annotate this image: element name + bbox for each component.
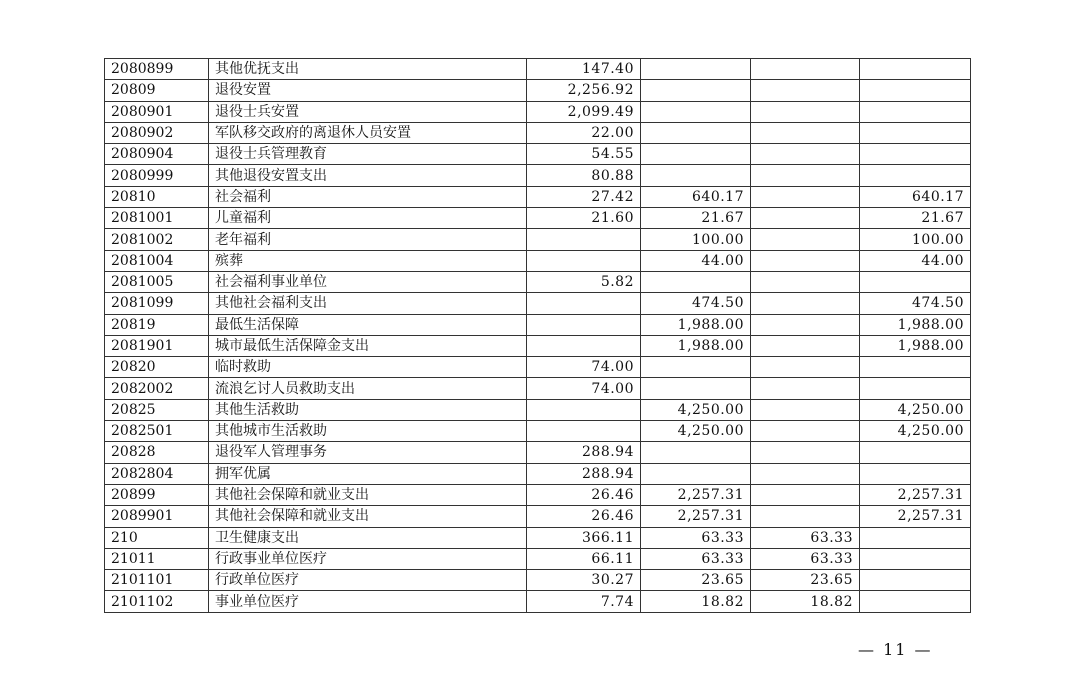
subject-code-cell: 20825 bbox=[105, 399, 209, 420]
table-row bbox=[105, 144, 971, 165]
subject-name-cell: 其他优抚支出 bbox=[209, 59, 527, 80]
amount-col3-cell: 23.65 bbox=[751, 570, 860, 591]
amount-col1-cell bbox=[527, 335, 641, 356]
amount-col3-cell bbox=[751, 421, 860, 442]
amount-col2-cell: 1,988.00 bbox=[641, 314, 751, 335]
subject-code-cell: 2080904 bbox=[105, 144, 209, 165]
amount-col3-cell bbox=[751, 357, 860, 378]
amount-col1-cell: 54.55 bbox=[527, 144, 641, 165]
table-row bbox=[105, 101, 971, 122]
amount-col2-cell: 640.17 bbox=[641, 186, 751, 207]
subject-name-cell: 社会福利 bbox=[209, 186, 527, 207]
subject-name-cell: 其他社会保障和就业支出 bbox=[209, 484, 527, 505]
subject-code-cell: 2080899 bbox=[105, 59, 209, 80]
amount-col1-cell: 147.40 bbox=[527, 59, 641, 80]
amount-col2-cell bbox=[641, 463, 751, 484]
amount-col3-cell bbox=[751, 80, 860, 101]
table-row bbox=[105, 442, 971, 463]
amount-col3-cell bbox=[751, 271, 860, 292]
table-row bbox=[105, 208, 971, 229]
amount-col2-cell: 21.67 bbox=[641, 208, 751, 229]
amount-col1-cell: 288.94 bbox=[527, 463, 641, 484]
amount-col3-cell bbox=[751, 250, 860, 271]
amount-col1-cell: 27.42 bbox=[527, 186, 641, 207]
amount-col1-cell: 26.46 bbox=[527, 484, 641, 505]
amount-col1-cell: 2,256.92 bbox=[527, 80, 641, 101]
amount-col2-cell bbox=[641, 59, 751, 80]
amount-col4-cell bbox=[860, 378, 971, 399]
table-row bbox=[105, 378, 971, 399]
amount-col1-cell: 5.82 bbox=[527, 271, 641, 292]
subject-code-cell: 20810 bbox=[105, 186, 209, 207]
page-number: — 11 — bbox=[858, 640, 933, 659]
amount-col1-cell bbox=[527, 399, 641, 420]
amount-col4-cell bbox=[860, 463, 971, 484]
amount-col3-cell bbox=[751, 463, 860, 484]
amount-col4-cell: 4,250.00 bbox=[860, 421, 971, 442]
amount-col3-cell bbox=[751, 229, 860, 250]
table-row bbox=[105, 527, 971, 548]
subject-code-cell: 20819 bbox=[105, 314, 209, 335]
amount-col1-cell bbox=[527, 229, 641, 250]
table-body bbox=[105, 59, 971, 613]
budget-table bbox=[104, 58, 971, 613]
amount-col2-cell: 2,257.31 bbox=[641, 506, 751, 527]
amount-col2-cell bbox=[641, 122, 751, 143]
amount-col2-cell: 63.33 bbox=[641, 527, 751, 548]
amount-col2-cell: 63.33 bbox=[641, 548, 751, 569]
subject-code-cell: 2082002 bbox=[105, 378, 209, 399]
subject-code-cell: 21011 bbox=[105, 548, 209, 569]
amount-col1-cell: 366.11 bbox=[527, 527, 641, 548]
amount-col4-cell: 1,988.00 bbox=[860, 314, 971, 335]
amount-col1-cell: 74.00 bbox=[527, 378, 641, 399]
amount-col3-cell bbox=[751, 484, 860, 505]
amount-col2-cell bbox=[641, 357, 751, 378]
subject-name-cell: 殡葬 bbox=[209, 250, 527, 271]
table-row bbox=[105, 165, 971, 186]
subject-name-cell: 流浪乞讨人员救助支出 bbox=[209, 378, 527, 399]
amount-col1-cell bbox=[527, 314, 641, 335]
subject-name-cell: 城市最低生活保障金支出 bbox=[209, 335, 527, 356]
table-row bbox=[105, 250, 971, 271]
amount-col3-cell bbox=[751, 314, 860, 335]
table-row bbox=[105, 122, 971, 143]
amount-col3-cell bbox=[751, 101, 860, 122]
amount-col1-cell: 66.11 bbox=[527, 548, 641, 569]
amount-col1-cell: 30.27 bbox=[527, 570, 641, 591]
amount-col1-cell bbox=[527, 421, 641, 442]
amount-col3-cell bbox=[751, 399, 860, 420]
amount-col2-cell: 44.00 bbox=[641, 250, 751, 271]
subject-code-cell: 210 bbox=[105, 527, 209, 548]
amount-col2-cell bbox=[641, 80, 751, 101]
amount-col4-cell: 21.67 bbox=[860, 208, 971, 229]
subject-code-cell: 2081099 bbox=[105, 293, 209, 314]
subject-name-cell: 卫生健康支出 bbox=[209, 527, 527, 548]
amount-col4-cell bbox=[860, 591, 971, 612]
amount-col1-cell: 288.94 bbox=[527, 442, 641, 463]
table-row bbox=[105, 186, 971, 207]
amount-col2-cell bbox=[641, 101, 751, 122]
subject-code-cell: 20899 bbox=[105, 484, 209, 505]
amount-col2-cell: 23.65 bbox=[641, 570, 751, 591]
subject-name-cell: 最低生活保障 bbox=[209, 314, 527, 335]
amount-col4-cell: 2,257.31 bbox=[860, 484, 971, 505]
table-row bbox=[105, 314, 971, 335]
subject-code-cell: 20820 bbox=[105, 357, 209, 378]
subject-name-cell: 退役士兵安置 bbox=[209, 101, 527, 122]
amount-col1-cell: 74.00 bbox=[527, 357, 641, 378]
amount-col3-cell bbox=[751, 186, 860, 207]
amount-col4-cell bbox=[860, 357, 971, 378]
table-row bbox=[105, 484, 971, 505]
amount-col4-cell: 2,257.31 bbox=[860, 506, 971, 527]
table-row bbox=[105, 59, 971, 80]
amount-col4-cell: 1,988.00 bbox=[860, 335, 971, 356]
amount-col3-cell: 63.33 bbox=[751, 548, 860, 569]
amount-col4-cell bbox=[860, 548, 971, 569]
amount-col2-cell: 474.50 bbox=[641, 293, 751, 314]
amount-col2-cell: 18.82 bbox=[641, 591, 751, 612]
amount-col4-cell: 474.50 bbox=[860, 293, 971, 314]
subject-code-cell: 20809 bbox=[105, 80, 209, 101]
amount-col3-cell bbox=[751, 335, 860, 356]
subject-code-cell: 2082804 bbox=[105, 463, 209, 484]
amount-col1-cell: 7.74 bbox=[527, 591, 641, 612]
table-row bbox=[105, 229, 971, 250]
table-row bbox=[105, 399, 971, 420]
amount-col1-cell: 21.60 bbox=[527, 208, 641, 229]
subject-code-cell: 2081001 bbox=[105, 208, 209, 229]
subject-name-cell: 行政单位医疗 bbox=[209, 570, 527, 591]
subject-name-cell: 退役安置 bbox=[209, 80, 527, 101]
subject-name-cell: 退役士兵管理教育 bbox=[209, 144, 527, 165]
amount-col3-cell bbox=[751, 59, 860, 80]
amount-col4-cell bbox=[860, 165, 971, 186]
subject-code-cell: 2081005 bbox=[105, 271, 209, 292]
table-row bbox=[105, 506, 971, 527]
amount-col2-cell: 1,988.00 bbox=[641, 335, 751, 356]
subject-code-cell: 2080901 bbox=[105, 101, 209, 122]
amount-col4-cell bbox=[860, 442, 971, 463]
subject-code-cell: 2080902 bbox=[105, 122, 209, 143]
table-row bbox=[105, 357, 971, 378]
subject-code-cell: 2082501 bbox=[105, 421, 209, 442]
table-row bbox=[105, 421, 971, 442]
subject-name-cell: 其他城市生活救助 bbox=[209, 421, 527, 442]
subject-name-cell: 儿童福利 bbox=[209, 208, 527, 229]
subject-name-cell: 其他社会保障和就业支出 bbox=[209, 506, 527, 527]
amount-col3-cell bbox=[751, 208, 860, 229]
amount-col3-cell bbox=[751, 144, 860, 165]
subject-name-cell: 拥军优属 bbox=[209, 463, 527, 484]
amount-col3-cell bbox=[751, 293, 860, 314]
subject-code-cell: 2101101 bbox=[105, 570, 209, 591]
amount-col4-cell: 100.00 bbox=[860, 229, 971, 250]
amount-col1-cell: 2,099.49 bbox=[527, 101, 641, 122]
table-row bbox=[105, 591, 971, 612]
subject-name-cell: 其他社会福利支出 bbox=[209, 293, 527, 314]
subject-code-cell: 2081004 bbox=[105, 250, 209, 271]
table-row bbox=[105, 293, 971, 314]
subject-name-cell: 事业单位医疗 bbox=[209, 591, 527, 612]
subject-name-cell: 军队移交政府的离退休人员安置 bbox=[209, 122, 527, 143]
amount-col4-cell bbox=[860, 271, 971, 292]
amount-col1-cell: 22.00 bbox=[527, 122, 641, 143]
amount-col2-cell bbox=[641, 165, 751, 186]
table-row bbox=[105, 548, 971, 569]
amount-col4-cell: 44.00 bbox=[860, 250, 971, 271]
amount-col3-cell bbox=[751, 442, 860, 463]
subject-name-cell: 其他退役安置支出 bbox=[209, 165, 527, 186]
amount-col4-cell bbox=[860, 144, 971, 165]
amount-col2-cell bbox=[641, 378, 751, 399]
amount-col3-cell: 63.33 bbox=[751, 527, 860, 548]
subject-code-cell: 20828 bbox=[105, 442, 209, 463]
table-row bbox=[105, 570, 971, 591]
table-row bbox=[105, 335, 971, 356]
subject-code-cell: 2081002 bbox=[105, 229, 209, 250]
amount-col3-cell bbox=[751, 122, 860, 143]
amount-col2-cell bbox=[641, 271, 751, 292]
amount-col3-cell: 18.82 bbox=[751, 591, 860, 612]
amount-col4-cell: 640.17 bbox=[860, 186, 971, 207]
amount-col1-cell: 26.46 bbox=[527, 506, 641, 527]
subject-name-cell: 退役军人管理事务 bbox=[209, 442, 527, 463]
amount-col4-cell bbox=[860, 527, 971, 548]
subject-code-cell: 2101102 bbox=[105, 591, 209, 612]
subject-name-cell: 其他生活救助 bbox=[209, 399, 527, 420]
amount-col1-cell bbox=[527, 250, 641, 271]
amount-col4-cell bbox=[860, 570, 971, 591]
amount-col2-cell: 4,250.00 bbox=[641, 399, 751, 420]
amount-col2-cell bbox=[641, 144, 751, 165]
amount-col3-cell bbox=[751, 378, 860, 399]
amount-col4-cell bbox=[860, 122, 971, 143]
amount-col2-cell: 2,257.31 bbox=[641, 484, 751, 505]
amount-col1-cell: 80.88 bbox=[527, 165, 641, 186]
amount-col2-cell: 4,250.00 bbox=[641, 421, 751, 442]
subject-name-cell: 社会福利事业单位 bbox=[209, 271, 527, 292]
amount-col3-cell bbox=[751, 506, 860, 527]
amount-col3-cell bbox=[751, 165, 860, 186]
amount-col4-cell: 4,250.00 bbox=[860, 399, 971, 420]
table-row bbox=[105, 271, 971, 292]
amount-col1-cell bbox=[527, 293, 641, 314]
subject-code-cell: 2089901 bbox=[105, 506, 209, 527]
subject-name-cell: 行政事业单位医疗 bbox=[209, 548, 527, 569]
amount-col4-cell bbox=[860, 101, 971, 122]
amount-col2-cell: 100.00 bbox=[641, 229, 751, 250]
amount-col2-cell bbox=[641, 442, 751, 463]
amount-col4-cell bbox=[860, 59, 971, 80]
subject-name-cell: 老年福利 bbox=[209, 229, 527, 250]
table-row bbox=[105, 80, 971, 101]
subject-code-cell: 2080999 bbox=[105, 165, 209, 186]
table-row bbox=[105, 463, 971, 484]
subject-code-cell: 2081901 bbox=[105, 335, 209, 356]
subject-name-cell: 临时救助 bbox=[209, 357, 527, 378]
amount-col4-cell bbox=[860, 80, 971, 101]
